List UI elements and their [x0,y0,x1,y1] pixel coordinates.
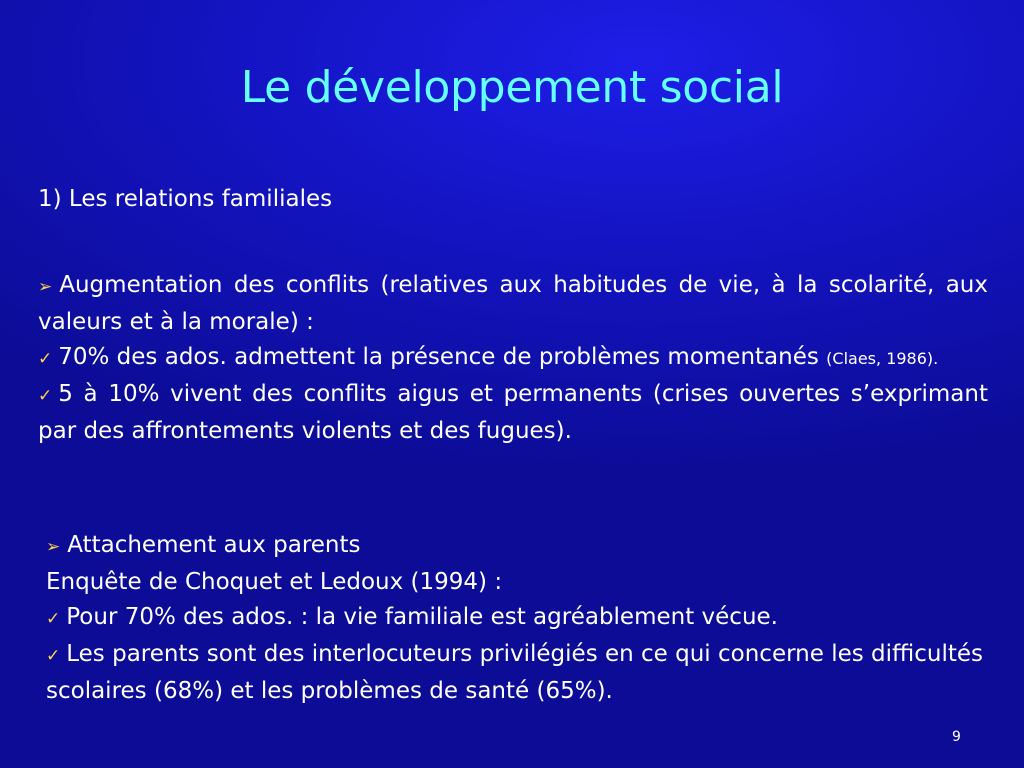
check-item-parents [46,637,986,709]
bullet-attachment-text: Attachement aux parents [67,532,361,558]
section-attachment [46,528,986,709]
check-item-momentary [38,340,988,377]
check-bullet-icon: ✓ [38,349,53,369]
check-item-permanent [38,377,988,449]
section-subtitle: 1) Les relations familiales [38,186,333,212]
check-bullet-icon: ✓ [46,646,61,666]
arrow-bullet-icon: ➢ [38,277,53,297]
arrow-bullet-icon: ➢ [46,537,61,557]
page-number: 9 [952,729,961,745]
check-item-permanent-text: 5 à 10% vivent des conflits aigus et permanents (crises ouvertes s’exprimant par des affrontements violents et des fugues). [38,381,988,444]
check-bullet-icon: ✓ [38,386,53,406]
citation: (Claes, 1986). [826,349,939,368]
check-item-family-life-text: Pour 70% des ados. : la vie familiale est agréablement vécue. [66,604,778,630]
check-item-family-life [46,600,986,637]
check-item-parents-text: Les parents sont des interlocuteurs privilégiés en ce qui concerne les difficultés scolaires (68%) et les problèmes de santé (65%). [46,641,984,704]
bullet-conflicts [38,268,988,340]
survey-line: Enquête de Choquet et Ledoux (1994) : [46,569,503,595]
bullet-attachment [46,528,986,565]
check-item-momentary-text: 70% des ados. admettent la présence de problèmes momentanés [58,344,827,370]
section-conflicts [38,268,988,449]
bullet-conflicts-text: Augmentation des conflits (relatives aux habitudes de vie, à la scolarité, aux valeurs et à la morale) : [38,272,988,335]
check-bullet-icon: ✓ [46,609,61,629]
slide-title: Le développement social [240,62,784,113]
